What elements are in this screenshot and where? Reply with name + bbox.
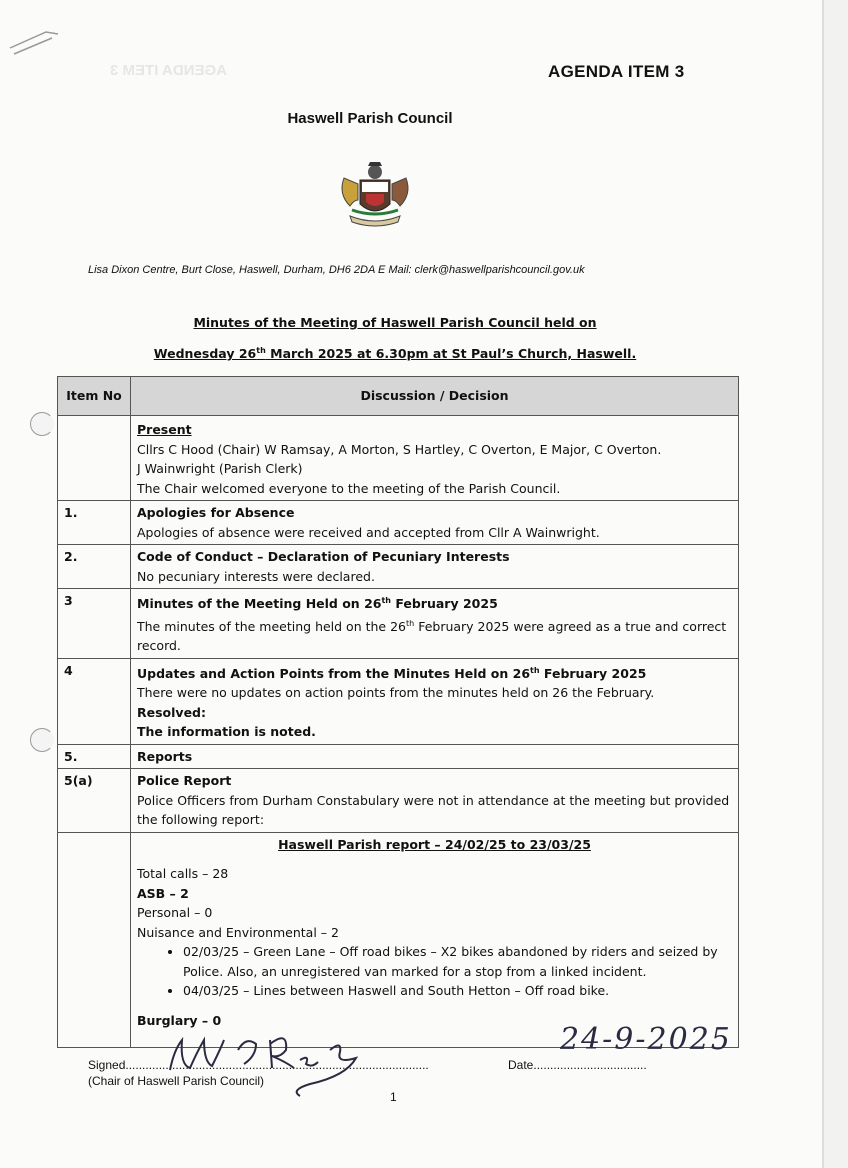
date-line: Date..................................: [508, 1058, 647, 1072]
present-heading: Present: [137, 422, 192, 437]
asb-count: ASB – 2: [137, 885, 189, 901]
item5-heading: Reports: [131, 744, 739, 769]
item5a-text: Police Officers from Durham Constabulary were not in attendance at the meeting but provided the following report:: [137, 792, 730, 828]
punch-hole: [30, 412, 54, 436]
present-attendees: Cllrs C Hood (Chair) W Ramsay, A Morton, S Hartley, C Overton, E Major, C Overton.: [137, 441, 662, 457]
bleed-through-text: AGENDA ITEM 3: [110, 62, 227, 79]
council-name: Haswell Parish Council: [287, 110, 453, 127]
address-line: Lisa Dixon Centre, Burt Close, Haswell, Durham, DH6 2DA E Mail: clerk@haswellparishcouncil.gov.uk: [88, 264, 585, 276]
minutes-table: [57, 376, 739, 1048]
minutes-title-line2: Wednesday 26th March 2025 at 6.30pm at St Paul’s Church, Haswell.: [153, 346, 637, 362]
table-header-row: [58, 377, 739, 416]
list-item: • 04/03/25 – Lines between Haswell and South Hetton – Off road bike.: [183, 981, 732, 1001]
item4-heading: Updates and Action Points from the Minutes Held on 26th February 2025: [137, 665, 647, 681]
item5a-heading: Police Report: [137, 773, 232, 789]
item4-resolved-text: The information is noted.: [137, 724, 316, 740]
row-item-3: 3 Minutes of the Meeting Held on 26th February 2025 The minutes of the meeting held on the 26th February 2025 were agreed as a true and correct record.: [58, 589, 739, 659]
agenda-item-label: AGENDA ITEM 3: [548, 62, 685, 81]
item3-text: The minutes of the meeting held on the 26th February 2025 were agreed as a true and correct record.: [137, 618, 727, 654]
row-item-5: 5. Reports: [58, 744, 739, 769]
page-number: 1: [390, 1090, 397, 1104]
present-welcome: The Chair welcomed everyone to the meeting of the Parish Council.: [137, 480, 561, 496]
minutes-title-line1: Minutes of the Meeting of Haswell Parish Council held on: [193, 315, 597, 330]
row-item-1: 1. Apologies for Absence Apologies of absence were received and accepted from Cllr A Wainwright.: [58, 501, 739, 545]
list-item: • 02/03/25 – Green Lane – Off road bikes – X2 bikes abandoned by riders and seized by Police. Also, an unregistered van marked for a stop from a linked incident.: [183, 942, 732, 981]
police-report-title: Haswell Parish report – 24/02/25 to 23/03/25: [278, 836, 591, 852]
row-item-2: 2. Code of Conduct – Declaration of Pecuniary Interests No pecuniary interests were declared.: [58, 545, 739, 589]
staple-mark: [6, 18, 66, 58]
item1-heading: Apologies for Absence: [137, 505, 295, 520]
total-calls: Total calls – 28: [137, 866, 229, 882]
burglary-count: Burglary – 0: [137, 1012, 222, 1028]
item4-resolved-label: Resolved:: [137, 704, 206, 720]
row-item-4: 4 Updates and Action Points from the Minutes Held on 26th February 2025 There were no updates on action points from the minutes held on 26 the February. Resolved: The information is noted.: [58, 658, 739, 744]
chair-label: (Chair of Haswell Parish Council): [88, 1074, 265, 1088]
handwritten-signature: [160, 1010, 380, 1100]
item1-text: Apologies of absence were received and accepted from Cllr A Wainwright.: [137, 524, 600, 540]
personal-count: Personal – 0: [137, 905, 213, 921]
item2-text: No pecuniary interests were declared.: [137, 568, 375, 584]
item3-heading: Minutes of the Meeting Held on 26th February 2025: [137, 596, 498, 612]
punch-hole: [30, 728, 54, 752]
handwritten-date: 24-9-2025: [560, 1022, 732, 1057]
col-discussion: Discussion / Decision: [131, 377, 739, 416]
council-crest-icon: [330, 160, 420, 230]
signed-line: Signed...........................................................................................: [88, 1058, 429, 1072]
item2-heading: Code of Conduct – Declaration of Pecuniary Interests: [137, 549, 510, 564]
row-present: [58, 416, 739, 501]
nuisance-count: Nuisance and Environmental – 2: [137, 924, 339, 940]
col-item-no: Item No: [58, 377, 131, 416]
present-clerk: J Wainwright (Parish Clerk): [137, 461, 303, 476]
item4-text: There were no updates on action points from the minutes held on 26 the February.: [137, 685, 655, 701]
row-item-5a: 5(a) Police Report Police Officers from Durham Constabulary were not in attendance at the meeting but provided the following report:: [58, 769, 739, 833]
incident-list: [137, 942, 732, 1001]
